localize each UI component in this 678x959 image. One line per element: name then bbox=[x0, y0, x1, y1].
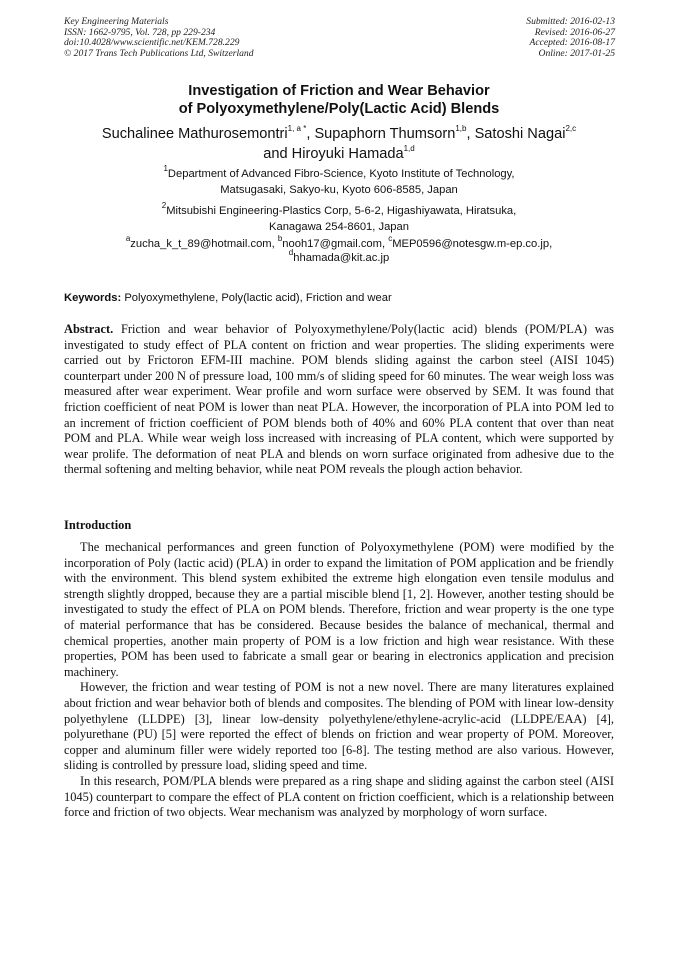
abstract-label: Abstract. bbox=[64, 322, 114, 336]
submission-dates bbox=[526, 17, 615, 59]
affiliation bbox=[40, 166, 638, 198]
affiliation-line: Kanagawa 254-8601, Japan bbox=[269, 221, 409, 233]
email-address[interactable]: MEP0596@notesgw.m-ep.co.jp, bbox=[392, 238, 553, 250]
author-list: Suchalinee Mathurosemontri$^{1, a *}$, Supaphorn Thumsorn$^{1,b}$, Satoshi Nagai$^{2,c}$ and Hiroyuki Hamada$^{1,d}$ bbox=[101, 124, 577, 162]
introduction-body bbox=[64, 540, 614, 821]
email-mark: a bbox=[125, 234, 131, 244]
affiliation-line: Matsugasaki, Sakyo-ku, Kyoto 606-8585, Japan bbox=[220, 184, 458, 196]
email-address[interactable]: hhamada@kit.ac.jp bbox=[293, 252, 390, 264]
keywords-label: Keywords: bbox=[64, 292, 122, 304]
journal-doi: doi:10.4028/www.scientific.net/KEM.728.229 bbox=[64, 37, 240, 49]
author-conjunction: and bbox=[263, 146, 288, 162]
paragraph: However, the friction and wear testing of POM is not a new novel. There are many literatures explained about friction and wear behavior both of blends and composites. The blending of POM with linear low-density polyethylene (LLDPE) [3], linear low-density polyethylene/ethylene-acrylic-acid (LLDPE/EAA) [4], polyurethane (PU) [5] were reported the effect of blends on friction and wear property of POM. Moreover, copper and aluminum filler were widely reported too [6-8]. The testing method are also various. However, sliding is controlled by pressure load, sliding speed and time. bbox=[64, 680, 614, 773]
affiliation-mark: 2 bbox=[161, 201, 167, 211]
date-revised: Revised: 2016-06-27 bbox=[534, 26, 615, 38]
email-address[interactable]: zucha_k_t_89@hotmail.com, bbox=[130, 238, 275, 250]
journal-issn: ISSN: 1662-9795, Vol. 728, pp 229-234 bbox=[64, 26, 216, 38]
author-affiliation-mark: 1,d bbox=[403, 144, 415, 154]
paper-title-line-2: of Polyoxymethylene/Poly(Lactic Acid) Blends bbox=[178, 101, 500, 117]
journal-name: Key Engineering Materials bbox=[64, 16, 169, 27]
affiliation-line: Department of Advanced Fibro-Science, Kyoto Institute of Technology, bbox=[167, 168, 515, 180]
email-mark: d bbox=[288, 248, 294, 258]
author-name: Satoshi Nagai bbox=[474, 126, 566, 142]
date-accepted: Accepted: 2016-08-17 bbox=[529, 37, 615, 49]
author-affiliation-mark: 1, a * bbox=[287, 124, 307, 134]
author-emails bbox=[40, 234, 638, 265]
paper-title bbox=[40, 82, 638, 118]
author-name: Hiroyuki Hamada bbox=[291, 146, 404, 162]
date-submitted: Submitted: 2016-02-13 bbox=[526, 16, 615, 27]
affiliation bbox=[40, 203, 638, 235]
author-name: Suchalinee Mathurosemontri bbox=[101, 126, 288, 142]
email-mark: b bbox=[277, 234, 283, 244]
date-online: Online: 2017-01-25 bbox=[538, 47, 615, 59]
author-affiliation-mark: 2,c bbox=[565, 124, 577, 134]
paper-title-line-1: Investigation of Friction and Wear Behavior bbox=[188, 83, 490, 99]
author-affiliation-mark: 1,b bbox=[455, 124, 467, 134]
keywords-text: Polyoxymethylene, Poly(lactic acid), Friction and wear bbox=[124, 292, 392, 304]
journal-copyright: © 2017 Trans Tech Publications Ltd, Switzerland bbox=[64, 47, 254, 59]
paragraph: The mechanical performances and green function of Polyoxymethylene (POM) were modified by the incorporation of Poly (lactic acid) (PLA) in order to expand the limitation of POM application and be friendly with the environment. This blend system exhibited the extreme high elongation even tensile modulus and strength slightly dropped, because they are a partial miscible blend [1, 2]. However, another testing should be investigated to study the effect of PLA on POM blends. Therefore, friction and wear property is the one type of material performance that has be considered. Because besides the balance of mechanical, thermal and chemical properties, another main property of POM is a low friction and high wear resistance. With these properties, POM has been used to fabricate a small gear or bearing in electronics application and precision machinery. bbox=[64, 540, 614, 679]
abstract-text: Friction and wear behavior of Polyoxymethylene/Poly(lactic acid) blends (POM/PLA) was investigated to study effect of PLA content on friction and wear properties. The sliding experiments were carried out by Frictoron EFM-III machine. POM blends sliding against the carbon steel (AISI 1045) counterpart under 200 N of pressure load, 100 mm/s of sliding speed for 60 minutes. The wear weigh loss was measured after wear experiment. Wear profile and worn surface were observed by SEM. It was found that friction coefficient of neat POM is lower than neat PLA. However, the incorporation of PLA into POM led to an increment of friction coefficient of POM blends both of 40% and 60% PLA content that over than neat POM and PLA. While wear weigh loss increased with increasing of PLA content, which were supported by wear prolife. The deformation of neat PLA and blends on worn surface originated from adhesive due to the thermal softening and melting behavior, while neat POM reveals the plough action behavior. bbox=[64, 322, 614, 477]
section-heading-introduction: Introduction bbox=[64, 518, 132, 532]
keywords bbox=[64, 291, 616, 305]
email-mark: c bbox=[388, 234, 393, 244]
affiliation-mark: 1 bbox=[163, 164, 168, 174]
email-address[interactable]: nooh17@gmail.com, bbox=[282, 238, 386, 250]
journal-info bbox=[64, 17, 254, 59]
paragraph: In this research, POM/PLA blends were prepared as a ring shape and sliding against the carbon steel (AISI 1045) counterpart to compare the effect of PLA content on friction coefficient, which is a relationship between force and friction of two objects. Wear mechanism was analyzed by morphology of worn surface. bbox=[64, 773, 614, 820]
abstract bbox=[64, 322, 614, 478]
author-name: Supaphorn Thumsorn bbox=[314, 126, 456, 142]
affiliation-line: Mitsubishi Engineering-Plastics Corp, 5-6-2, Higashiyawata, Hiratsuka, bbox=[166, 205, 517, 217]
